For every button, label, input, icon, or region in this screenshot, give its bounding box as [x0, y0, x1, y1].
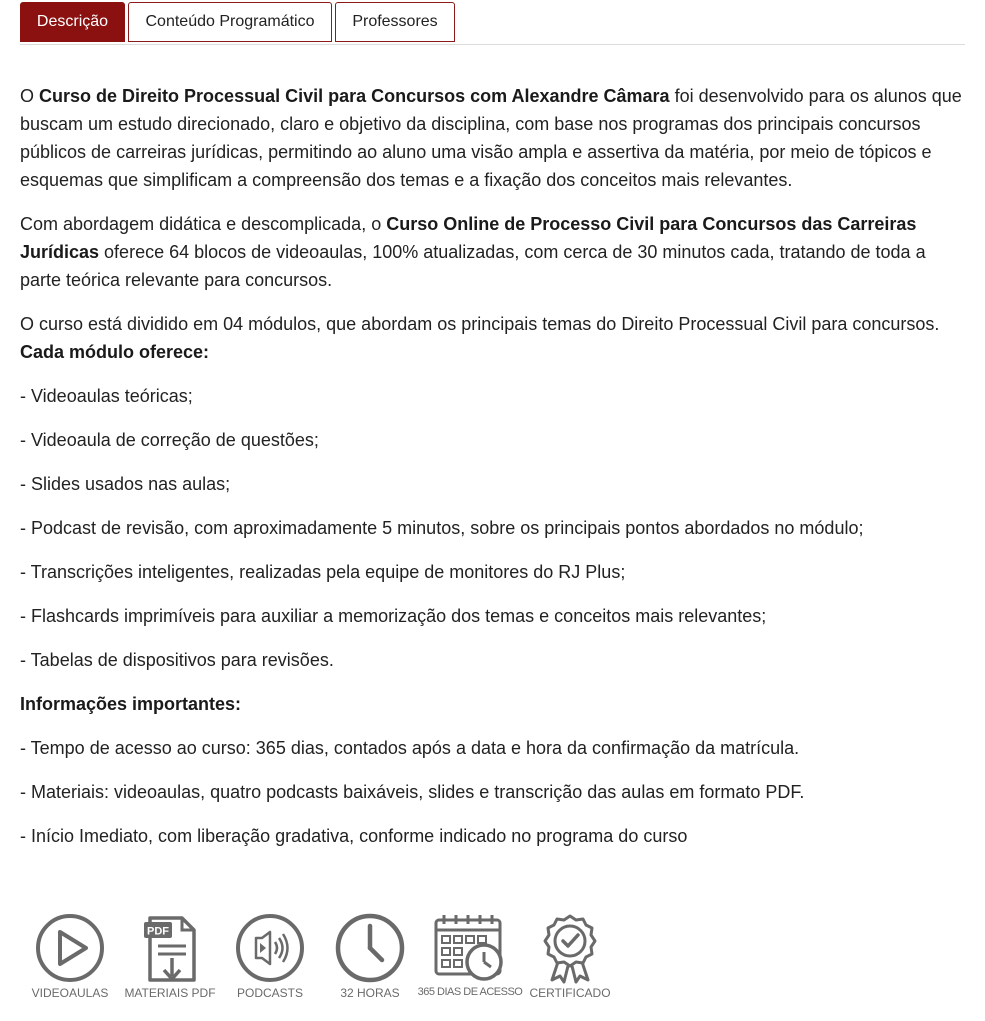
list-item: - Slides usados nas aulas;	[20, 474, 231, 494]
tab-conteudo-programatico[interactable]: Conteúdo Programático	[128, 2, 332, 42]
feature-32-horas	[320, 912, 420, 1007]
list-item: - Materiais: videoaulas, quatro podcasts baixáveis, slides e transcrição das aulas em formato PDF.	[20, 782, 805, 802]
info-heading-text: Informações importantes:	[20, 694, 242, 714]
pdf-download-icon	[120, 912, 220, 984]
feature-365-dias-de-acesso	[417, 912, 523, 1007]
feature-label: 365 DIAS DE ACESSO	[417, 986, 523, 998]
modules-offer-bold: Cada módulo oferece:	[20, 342, 210, 362]
play-icon	[20, 912, 120, 984]
description-content	[20, 82, 965, 866]
list-item: - Tabelas de dispositivos para revisões.	[20, 650, 334, 670]
modules-text: O curso está dividido em 04 módulos, que abordam os principais temas do Direito Processual Civil para concursos.	[20, 314, 940, 334]
feature-label: VIDEOAULAS	[31, 986, 109, 1000]
modules-paragraph	[20, 310, 965, 366]
list-item: - Flashcards imprimíveis para auxiliar a memorização dos temas e conceitos mais relevantes;	[20, 606, 767, 626]
list-item: - Início Imediato, com liberação gradativa, conforme indicado no programa do curso	[20, 826, 688, 846]
intro-paragraph	[20, 82, 965, 194]
feature-label: CERTIFICADO	[529, 986, 611, 1000]
feature-label: 32 HORAS	[340, 986, 400, 1000]
pdf-badge-text: PDF	[147, 925, 169, 938]
list-item: - Transcrições inteligentes, realizadas pela equipe de monitores do RJ Plus;	[20, 562, 626, 582]
intro-text-end: foi desenvolvido para os alunos que buscam um estudo direcionado, claro e objetivo da disciplina, com base nos programas dos principais concursos públicos de carreiras jurídicas, permitindo ao aluno uma visão ampla e assertiva da matéria, por meio de tópicos e esquemas que simplificam a compreensão dos temas e a fixação dos conceitos mais relevantes.	[20, 86, 962, 190]
clock-icon	[320, 912, 420, 984]
feature-label: PODCASTS	[236, 986, 303, 1000]
course-online-name-bold: Curso Online de Processo Civil para Concursos das Carreiras Jurídicas	[20, 214, 917, 262]
course-description-panel	[20, 0, 965, 1000]
list-item: - Videoaulas teóricas;	[20, 386, 193, 406]
certificate-icon	[520, 912, 620, 984]
approach-text-end: oferece 64 blocos de videoaulas, 100% atualizadas, com cerca de 30 minutos cada, tratando de toda a parte teórica relevante para concursos.	[20, 242, 926, 290]
tab-professores[interactable]: Professores	[335, 2, 455, 42]
calendar-clock-icon	[420, 912, 520, 984]
course-name-bold: Curso de Direito Processual Civil para Concursos com Alexandre Câmara	[39, 86, 670, 106]
approach-paragraph	[20, 210, 965, 294]
feature-podcasts	[220, 912, 320, 1007]
list-item: - Videoaula de correção de questões;	[20, 430, 319, 450]
feature-videoaulas	[20, 912, 120, 1007]
podcast-icon	[220, 912, 320, 984]
feature-certificado	[520, 912, 620, 1007]
feature-label: MATERIAIS PDF	[124, 986, 216, 1000]
course-features	[20, 912, 640, 1007]
list-item: - Tempo de acesso ao curso: 365 dias, contados após a data e hora da confirmação da matrícula.	[20, 738, 800, 758]
info-heading	[20, 690, 965, 718]
list-item: - Podcast de revisão, com aproximadamente 5 minutos, sobre os principais pontos abordados no módulo;	[20, 518, 864, 538]
approach-text-start: Com abordagem didática e descomplicada, o	[20, 214, 387, 234]
intro-text-start: O	[20, 86, 40, 106]
feature-materiais-pdf	[120, 912, 220, 1007]
tab-descricao[interactable]: Descrição	[20, 2, 125, 42]
tab-bar	[20, 0, 965, 45]
